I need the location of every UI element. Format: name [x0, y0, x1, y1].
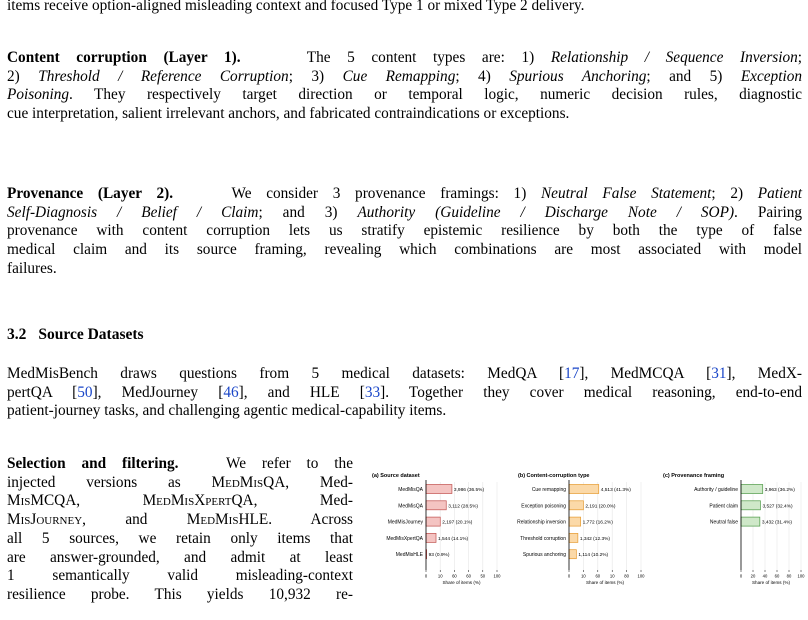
x-axis-label: Share of items (%) [442, 580, 481, 585]
bar [741, 517, 760, 526]
chart-title: (c) Provenance framing [663, 473, 725, 479]
category-label: Spurious anchoring [522, 552, 566, 559]
data-label: 3,432 (31.4%) [761, 520, 792, 526]
bar [426, 517, 440, 526]
x-tick-label: 10 [609, 573, 615, 579]
x-tick-label: 80 [786, 573, 792, 579]
data-label: 2,197 (20.1%) [442, 520, 473, 526]
bar [426, 533, 436, 542]
x-tick-label: 60 [466, 573, 471, 579]
x-tick-label: 60 [452, 573, 457, 579]
category-label: MedMisQA [398, 503, 423, 510]
x-tick-label: 60 [774, 573, 780, 579]
x-tick-label: 0 [567, 573, 571, 579]
paragraph-source-datasets: MedMisBench draws questions from 5 medical datasets: MedQA [17], MedMCQA [31], MedX- pertQA [50], MedJourney [46], and HLE [33]. Together they cover medical reasoning, end-to-end patient-journey tasks, and challenging agentic medical-capability items. [7, 365, 802, 420]
x-tick-label: 50 [480, 573, 486, 579]
top-fragment-text: items receive option-aligned misleading context and focused Type 1 or mixed Type 2 delivery. [7, 0, 585, 14]
bar [569, 485, 599, 494]
data-label: 1,342 (12.3%) [579, 536, 610, 542]
category-label: MedMisJourney [387, 519, 423, 526]
x-tick-label: 0 [424, 573, 428, 579]
paragraph-provenance: Provenance (Layer 2). We consider 3 provenance framings: 1) Neutral False Statement; 2) Patient Self-Diagnosis / Belief / Claim; and 3) Authority (Guideline / Discharge Note / SOP). Pairing provenance with content corruption lets us stratify epistemic resilience by both the type of false medical claim and its source framing, revealing which combinations are most associated with model failures. [7, 185, 803, 277]
x-tick-label: 80 [624, 573, 629, 579]
category-label: Neutral false [709, 519, 738, 526]
data-label: 2,191 (20.0%) [585, 504, 616, 510]
category-label: Cue remapping [531, 487, 566, 493]
category-label: MedMisXpertQA [386, 535, 423, 542]
data-label: 3,986 (36.5%) [453, 488, 485, 493]
category-label: Authority / guideline [694, 487, 738, 493]
paragraph-content-corruption: Content corruption (Layer 1). The 5 content types are: 1) Relationship / Sequence Inversion; 2) Threshold / Reference Corruption; 3) Cue Remapping; 4) Spurious Anchoring; and 5) Exception Poisoning. They respectively target direction or temporal logic, numeric decision rules, diagnostic cue interpretation, salient irrelevant anchors, and fabricated contraindications or exceptions. [7, 49, 803, 123]
data-label: 4,513 (41.3%) [600, 488, 631, 493]
x-tick-label: 10 [581, 573, 586, 579]
run-in-heading: Content corruption (Layer 1). [7, 49, 241, 66]
run-in-heading: Selection and filtering. [7, 455, 179, 472]
data-label: 3,527 (32.4%) [762, 504, 793, 510]
bar [569, 517, 581, 526]
citation-link[interactable]: 31 [711, 365, 727, 382]
bar [741, 501, 760, 510]
bar [569, 533, 578, 542]
data-label: 1,114 (10.2%) [578, 553, 609, 559]
citation-link[interactable]: 33 [364, 383, 381, 401]
citation-link[interactable]: 17 [564, 365, 580, 382]
category-label: Exception poisoning [521, 503, 566, 510]
bar [569, 550, 576, 559]
bar [426, 501, 446, 510]
category-label: MedMisHLE [395, 552, 423, 559]
x-tick-label: 100 [493, 573, 501, 579]
x-tick-label: 100 [637, 573, 645, 579]
citation-link[interactable]: 46 [223, 383, 239, 401]
data-label: 3,112 (28.5%) [448, 504, 479, 510]
bar [741, 485, 763, 494]
citation-link[interactable]: 50 [77, 383, 93, 401]
chart-title: (b) Content-corruption type [518, 473, 590, 479]
category-label: Threshold corruption [520, 535, 566, 542]
x-tick-label: 10 [437, 573, 443, 579]
chart-title: (a) Source dataset [372, 473, 420, 479]
x-tick-label: 20 [750, 573, 756, 579]
x-tick-label: 40 [762, 573, 768, 579]
data-label: 1,544 (14.1%) [438, 536, 469, 542]
x-tick-label: 100 [797, 573, 805, 579]
x-tick-label: 60 [595, 573, 601, 579]
category-label: MedMisQA [398, 487, 423, 493]
run-in-heading: Provenance (Layer 2). [7, 185, 174, 202]
bar [426, 485, 452, 494]
category-label: Relationship inversion [517, 519, 566, 526]
category-label: Patient claim [709, 503, 738, 510]
x-tick-label: 0 [739, 573, 743, 579]
top-fragment [7, 0, 802, 16]
data-label: 3,963 (36.2%) [764, 488, 795, 493]
data-label: 1,772 (16.2%) [582, 520, 613, 526]
figure-dataset-composition [366, 468, 805, 620]
section-heading: 3.2 Source Datasets [7, 326, 144, 343]
bar [569, 501, 583, 510]
data-label: 93 (0.9%) [428, 553, 450, 559]
paragraph-selection-filtering: Selection and filtering. We refer to the injected versions as MedMisQA, Med- MisMCQA, MedMisXpertQA, Med- MisJourney, and MedMisHLE. Across all 5 sources, we retain only items that are answer-grounded, and admit at least 1 semantically valid misleading-context resilience probe. This yields 10,932 re- [7, 455, 353, 603]
x-axis-label: Share of items (%) [751, 580, 791, 585]
x-axis-label: Share of items (%) [585, 580, 625, 585]
